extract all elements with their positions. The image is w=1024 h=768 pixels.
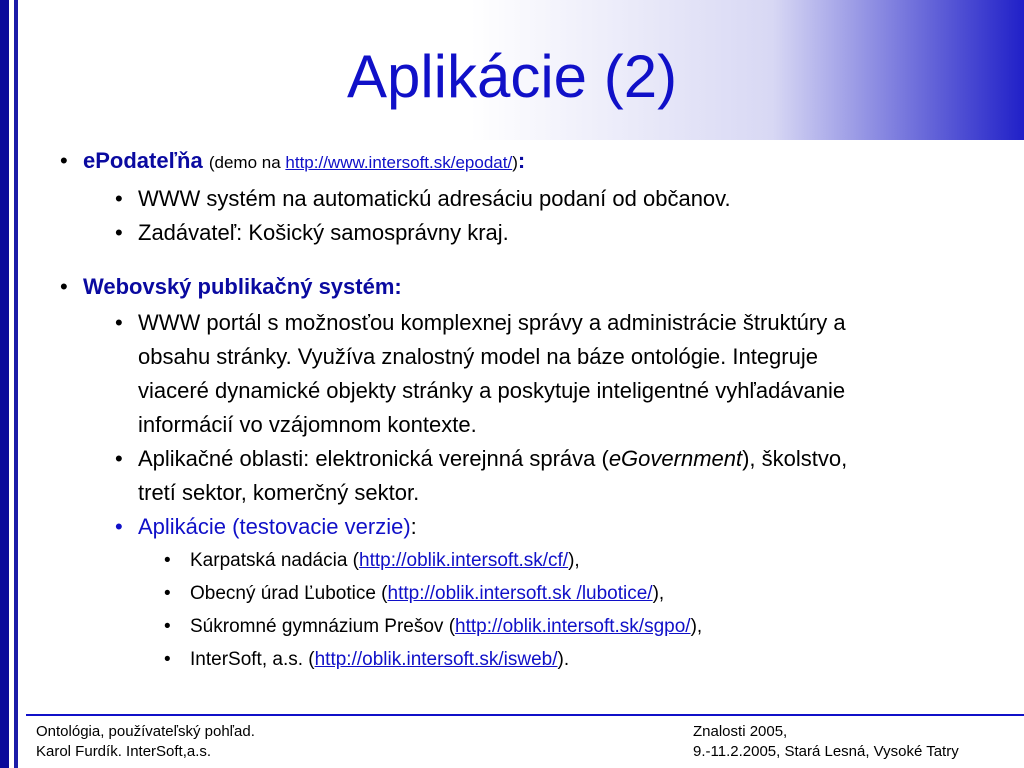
footer-right xyxy=(693,722,959,762)
app-end: ), xyxy=(568,550,580,571)
footer-left-line-1: Ontológia, používateľský pohľad. xyxy=(36,723,255,740)
apps-colon: : xyxy=(410,514,417,539)
sub-text: WWW systém na automatickú adresáciu podaní od občanov. xyxy=(138,186,731,211)
bullet-epodatelna xyxy=(56,146,996,178)
app-link-cf[interactable]: http://oblik.intersoft.sk/cf/ xyxy=(359,550,569,571)
left-accent-bar xyxy=(0,0,9,768)
desc-line-4: informácií vo vzájomnom kontexte. xyxy=(138,412,477,437)
bullet-dot: • xyxy=(164,550,171,571)
app-name: Súkromné gymnázium Prešov ( xyxy=(190,616,456,637)
demo-suffix: ) xyxy=(512,153,518,172)
app-name: Obecný úrad Ľubotice ( xyxy=(190,583,388,604)
apps-heading: Aplikácie (testovacie verzie) xyxy=(138,514,411,539)
bullet-dot: • xyxy=(164,649,171,670)
epodat-link[interactable]: http://www.intersoft.sk/epodat/ xyxy=(285,153,513,172)
areas-prefix: Aplikačné oblasti: elektronická verejnná správa ( xyxy=(138,446,609,471)
heading-colon: : xyxy=(517,148,526,173)
bullet-dot: • xyxy=(115,220,123,245)
app-link-lubotice[interactable]: http://oblik.intersoft.sk /lubotice/ xyxy=(387,583,653,604)
footer-right-line-1: Znalosti 2005, xyxy=(693,723,788,740)
desc-line-1: WWW portál s možnosťou komplexnej správy a administrácie štruktúry a xyxy=(138,310,846,335)
bullet-dot: • xyxy=(164,616,171,637)
bullet-dot: • xyxy=(164,583,171,604)
slide-title: Aplikácie (2) xyxy=(346,43,678,110)
epodatelna-sub-2 xyxy=(56,216,996,250)
app-link-sgpo[interactable]: http://oblik.intersoft.sk/sgpo/ xyxy=(455,616,691,637)
app-item-lubotice xyxy=(56,577,996,610)
epodatelna-sub-1 xyxy=(56,182,996,216)
app-item-karpatska xyxy=(56,544,996,577)
bullet-dot: • xyxy=(115,446,123,471)
bullet-dot: • xyxy=(60,148,68,173)
areas-egovernment: eGovernment xyxy=(608,446,743,471)
publishing-sub-areas xyxy=(56,442,996,510)
publishing-sub-description xyxy=(56,306,996,442)
desc-line-2: obsahu stránky. Využíva znalostný model na báze ontológie. Integruje xyxy=(138,344,818,369)
slide-content xyxy=(56,140,996,676)
areas-line-2: tretí sektor, komerčný sektor. xyxy=(138,480,420,505)
footer-left-line-2: Karol Furdík. InterSoft,a.s. xyxy=(36,743,212,760)
footer-right-line-2: 9.-11.2.2005, Stará Lesná, Vysoké Tatry xyxy=(693,743,959,760)
app-end: ), xyxy=(690,616,703,637)
app-end: ), xyxy=(652,583,665,604)
publishing-system-heading: Webovský publikačný systém: xyxy=(83,274,402,299)
footer-divider xyxy=(26,714,1024,716)
sub-text: Zadávateľ: Košický samosprávny kraj. xyxy=(138,220,509,245)
bullet-dot: • xyxy=(60,274,68,299)
desc-line-3: viaceré dynamické objekty stránky a poskytuje inteligentné vyhľadávanie xyxy=(138,378,846,403)
footer-left xyxy=(36,722,255,762)
app-item-sgpo xyxy=(56,610,996,643)
app-item-isweb xyxy=(56,643,996,676)
app-name: InterSoft, a.s. ( xyxy=(190,649,315,670)
epodatelna-heading: ePodateľňa xyxy=(83,148,203,173)
app-link-isweb[interactable]: http://oblik.intersoft.sk/isweb/ xyxy=(314,649,558,670)
app-end: ). xyxy=(557,649,570,670)
bullet-dot: • xyxy=(115,186,123,211)
bullet-dot: • xyxy=(115,310,123,335)
bullet-dot: • xyxy=(115,514,123,539)
demo-prefix: (demo na xyxy=(208,153,286,172)
areas-suffix: ), školstvo, xyxy=(742,446,848,471)
bullet-publishing-system xyxy=(56,272,996,302)
publishing-sub-apps xyxy=(56,510,996,544)
app-name: Karpatská nadácia ( xyxy=(190,550,359,571)
